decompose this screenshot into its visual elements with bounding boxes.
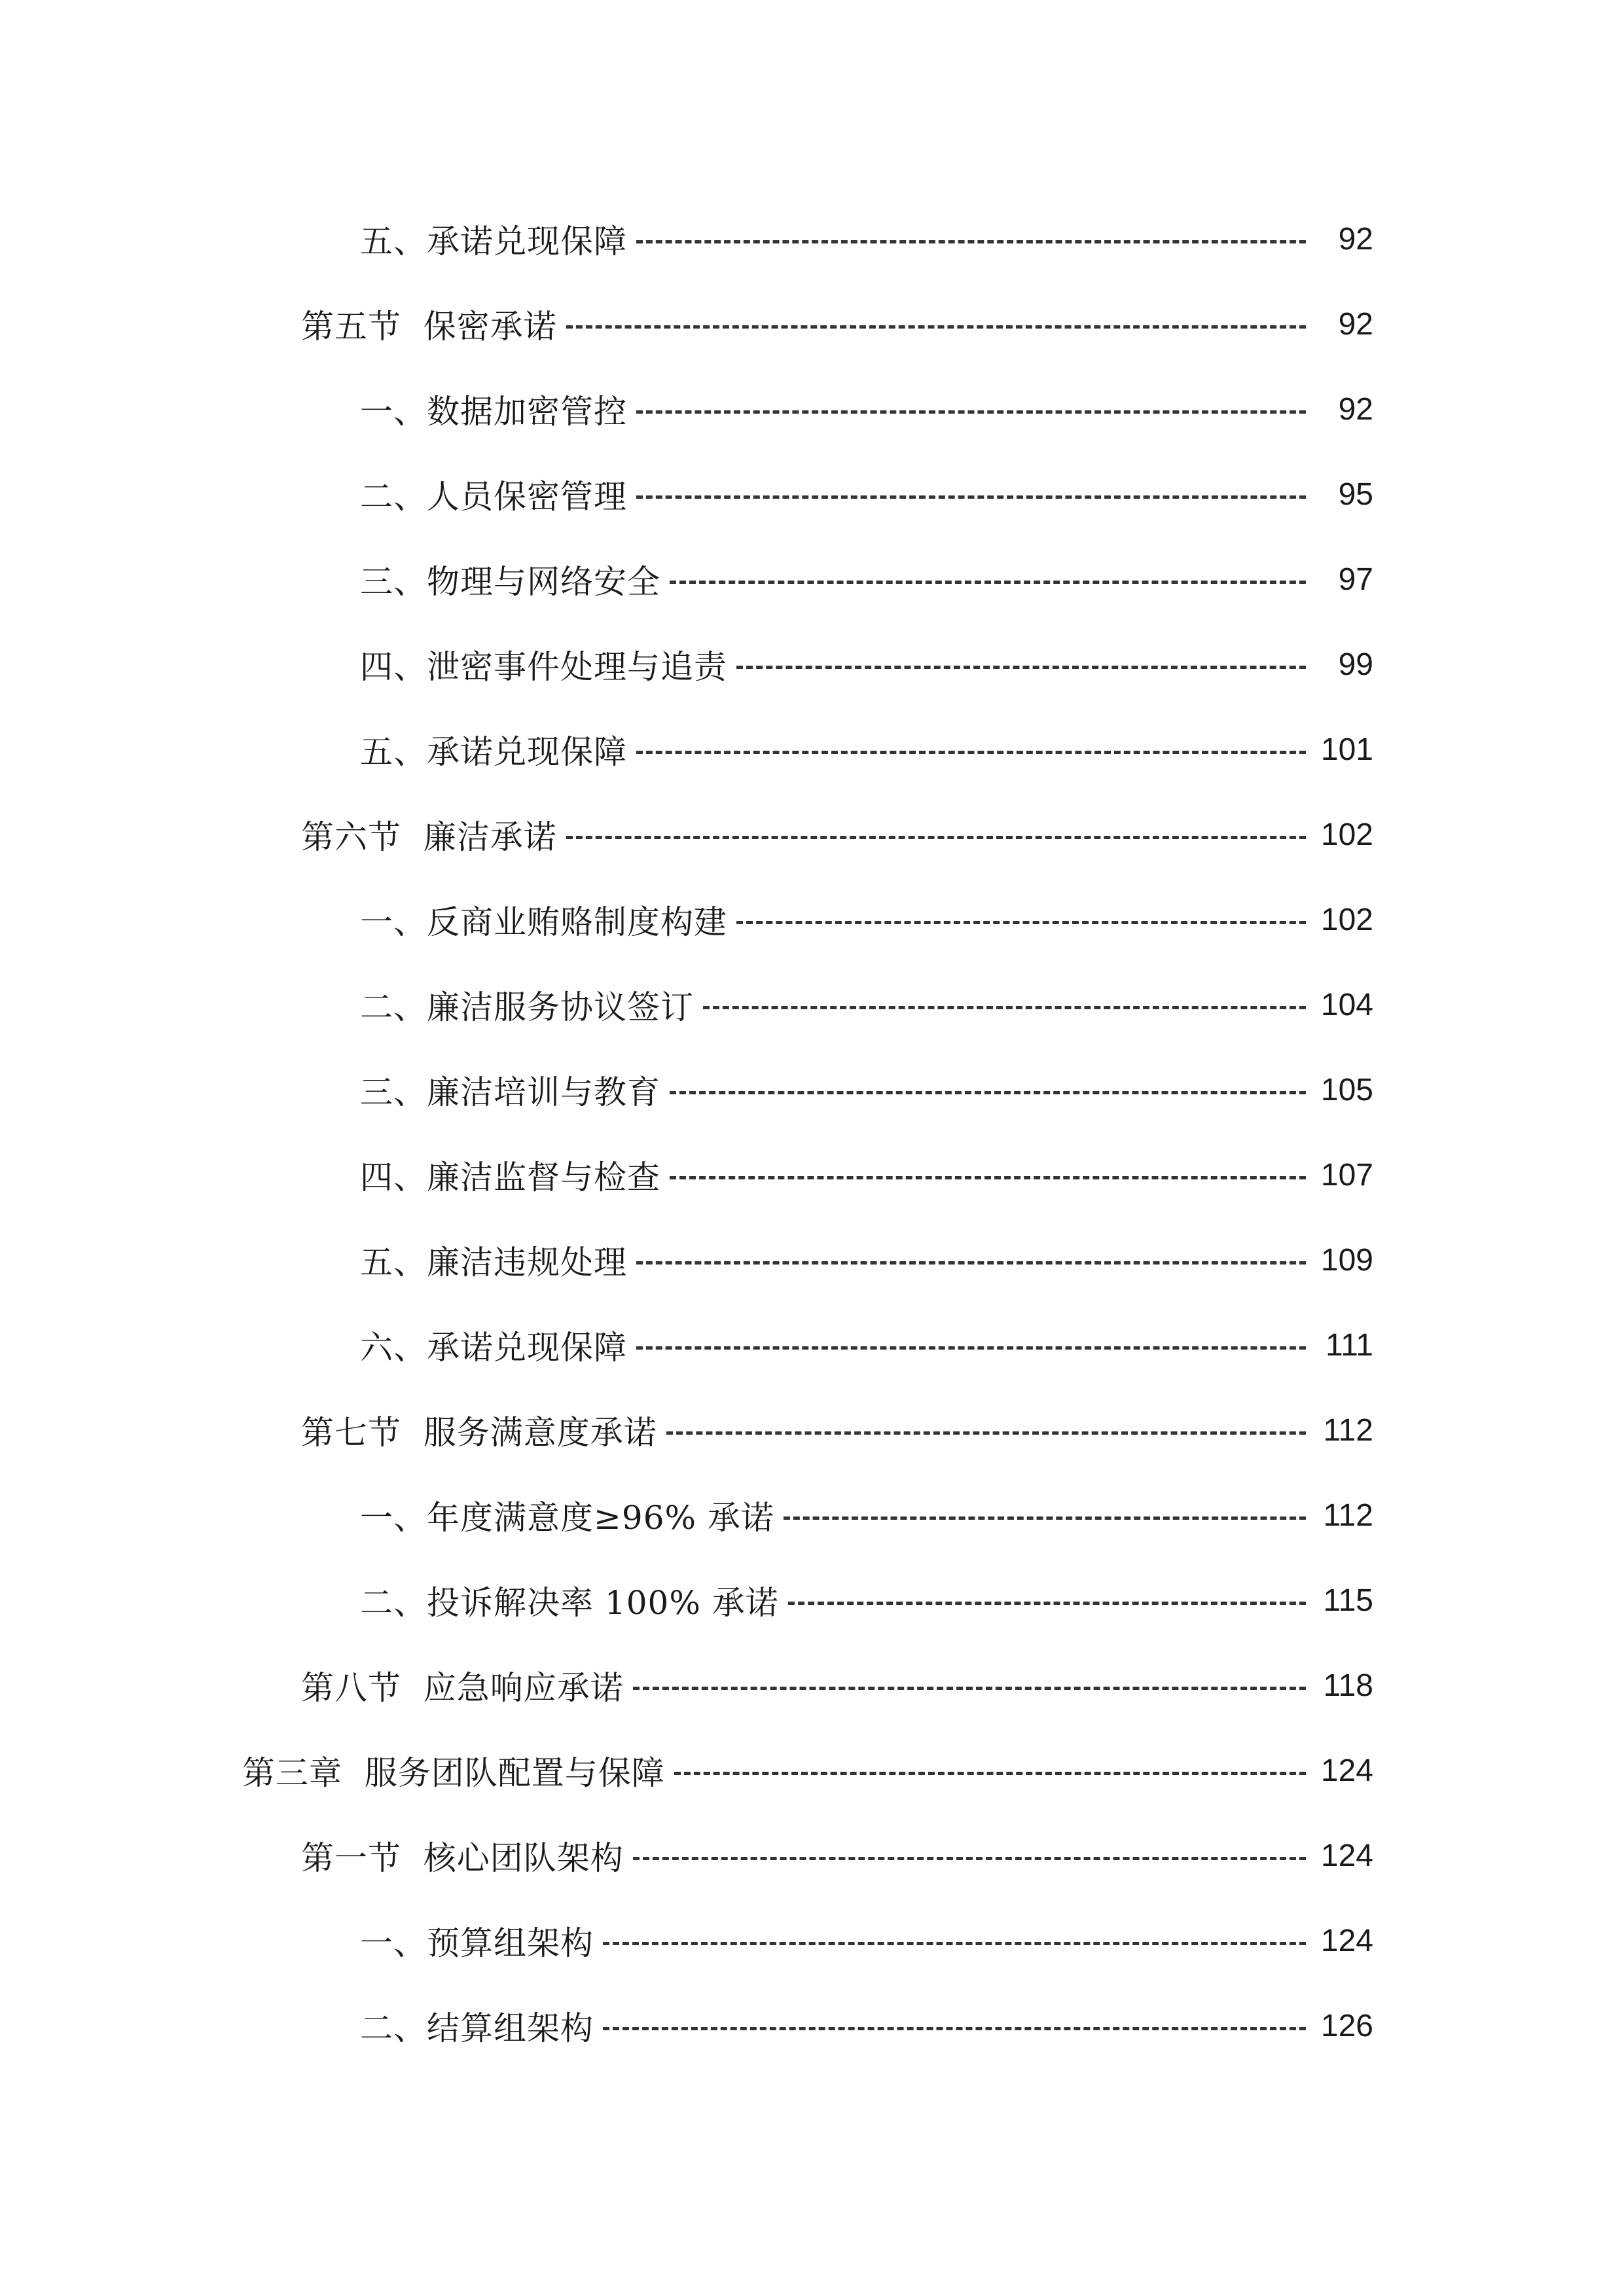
toc-entry-title: 三、廉洁培训与教育 <box>360 1073 660 1111</box>
toc-entry-page: 115 <box>1323 1583 1373 1618</box>
toc-leader-dots <box>674 1772 1306 1775</box>
toc-leader-dots <box>603 1942 1306 1945</box>
toc-entry[interactable] <box>0 1132 1624 1217</box>
toc-entry[interactable] <box>0 1813 1624 1898</box>
toc-entry-page: 107 <box>1320 1157 1373 1193</box>
toc-entry-page: 92 <box>1338 306 1373 342</box>
toc-entry-title: 一、反商业贿赂制度构建 <box>360 903 727 941</box>
toc-leader-dots <box>636 1346 1306 1350</box>
toc-leader-dots <box>670 1091 1306 1094</box>
toc-entry-title: 第七节 服务满意度承诺 <box>301 1414 657 1452</box>
table-of-contents <box>0 196 1624 2068</box>
toc-leader-dots <box>736 921 1306 924</box>
toc-entry-title: 五、承诺兑现保障 <box>360 223 627 260</box>
toc-leader-dots <box>736 666 1306 669</box>
toc-entry-page: 99 <box>1338 647 1373 682</box>
toc-entry-page: 124 <box>1320 1923 1373 1958</box>
toc-entry[interactable] <box>0 1217 1624 1302</box>
toc-entry-page: 105 <box>1320 1072 1373 1107</box>
toc-entry-title: 二、结算组架构 <box>360 2009 594 2047</box>
toc-entry[interactable] <box>0 1047 1624 1132</box>
toc-entry-title: 二、人员保密管理 <box>360 478 627 516</box>
toc-entry-page: 95 <box>1338 476 1373 512</box>
toc-entry[interactable] <box>0 707 1624 792</box>
toc-entry[interactable] <box>0 452 1624 537</box>
toc-entry[interactable] <box>0 792 1624 877</box>
toc-entry-title: 四、廉洁监督与检查 <box>360 1158 660 1196</box>
toc-entry[interactable] <box>0 281 1624 367</box>
toc-entry-page: 101 <box>1320 732 1373 767</box>
toc-leader-dots <box>566 836 1306 839</box>
toc-entry-title: 一、数据加密管控 <box>360 393 627 431</box>
toc-entry-title: 一、年度满意度≥96% 承诺 <box>360 1499 774 1537</box>
toc-entry-title: 四、泄密事件处理与追责 <box>360 648 727 686</box>
toc-entry-page: 111 <box>1326 1327 1373 1363</box>
toc-entry-title: 一、预算组架构 <box>360 1924 594 1962</box>
toc-entry-page: 102 <box>1320 902 1373 937</box>
toc-entry-title: 第三章 服务团队配置与保障 <box>242 1754 665 1792</box>
toc-leader-dots <box>788 1602 1306 1605</box>
toc-leader-dots <box>666 1431 1306 1435</box>
toc-leader-dots <box>566 325 1306 329</box>
toc-leader-dots <box>670 1176 1306 1179</box>
toc-entry[interactable] <box>0 1302 1624 1388</box>
toc-entry-title: 五、廉洁违规处理 <box>360 1244 627 1282</box>
toc-entry-title: 二、投诉解决率 100% 承诺 <box>360 1584 779 1622</box>
toc-entry-title: 第五节 保密承诺 <box>301 308 557 346</box>
toc-leader-dots <box>636 410 1306 414</box>
toc-leader-dots <box>784 1516 1306 1520</box>
toc-entry-page: 124 <box>1320 1753 1373 1788</box>
toc-entry[interactable] <box>0 877 1624 962</box>
toc-entry[interactable] <box>0 1898 1624 1983</box>
toc-entry-page: 109 <box>1320 1242 1373 1278</box>
toc-entry-title: 第六节 廉洁承诺 <box>301 818 557 856</box>
toc-entry-title: 五、承诺兑现保障 <box>360 733 627 771</box>
toc-entry-page: 124 <box>1320 1838 1373 1873</box>
toc-leader-dots <box>636 495 1306 499</box>
toc-entry[interactable] <box>0 962 1624 1047</box>
toc-entry-page: 104 <box>1320 987 1373 1022</box>
toc-entry-title: 三、物理与网络安全 <box>360 563 660 601</box>
toc-entry[interactable] <box>0 1728 1624 1813</box>
toc-entry[interactable] <box>0 1643 1624 1728</box>
toc-entry[interactable] <box>0 622 1624 707</box>
toc-entry-page: 118 <box>1323 1668 1373 1703</box>
toc-entry[interactable] <box>0 537 1624 622</box>
toc-leader-dots <box>703 1006 1306 1009</box>
toc-entry-page: 112 <box>1323 1412 1373 1448</box>
toc-entry-title: 二、廉洁服务协议签订 <box>360 988 694 1026</box>
toc-entry[interactable] <box>0 1473 1624 1558</box>
toc-entry-page: 102 <box>1320 817 1373 852</box>
toc-leader-dots <box>636 1261 1306 1265</box>
toc-entry[interactable] <box>0 367 1624 452</box>
toc-entry-title: 六、承诺兑现保障 <box>360 1329 627 1367</box>
toc-leader-dots <box>603 2027 1306 2030</box>
toc-leader-dots <box>636 240 1306 243</box>
toc-entry-page: 126 <box>1320 2008 1373 2043</box>
toc-entry-page: 112 <box>1323 1498 1373 1533</box>
toc-leader-dots <box>670 581 1306 584</box>
toc-entry-title: 第一节 核心团队架构 <box>301 1839 624 1877</box>
toc-entry[interactable] <box>0 196 1624 281</box>
toc-entry-page: 92 <box>1338 221 1373 257</box>
toc-entry-page: 92 <box>1338 391 1373 427</box>
toc-leader-dots <box>636 751 1306 754</box>
toc-entry-title: 第八节 应急响应承诺 <box>301 1669 624 1707</box>
toc-entry[interactable] <box>0 1388 1624 1473</box>
toc-entry-page: 97 <box>1338 562 1373 597</box>
toc-entry[interactable] <box>0 1558 1624 1643</box>
toc-leader-dots <box>633 1687 1306 1690</box>
toc-entry[interactable] <box>0 1983 1624 2068</box>
toc-leader-dots <box>633 1857 1306 1860</box>
